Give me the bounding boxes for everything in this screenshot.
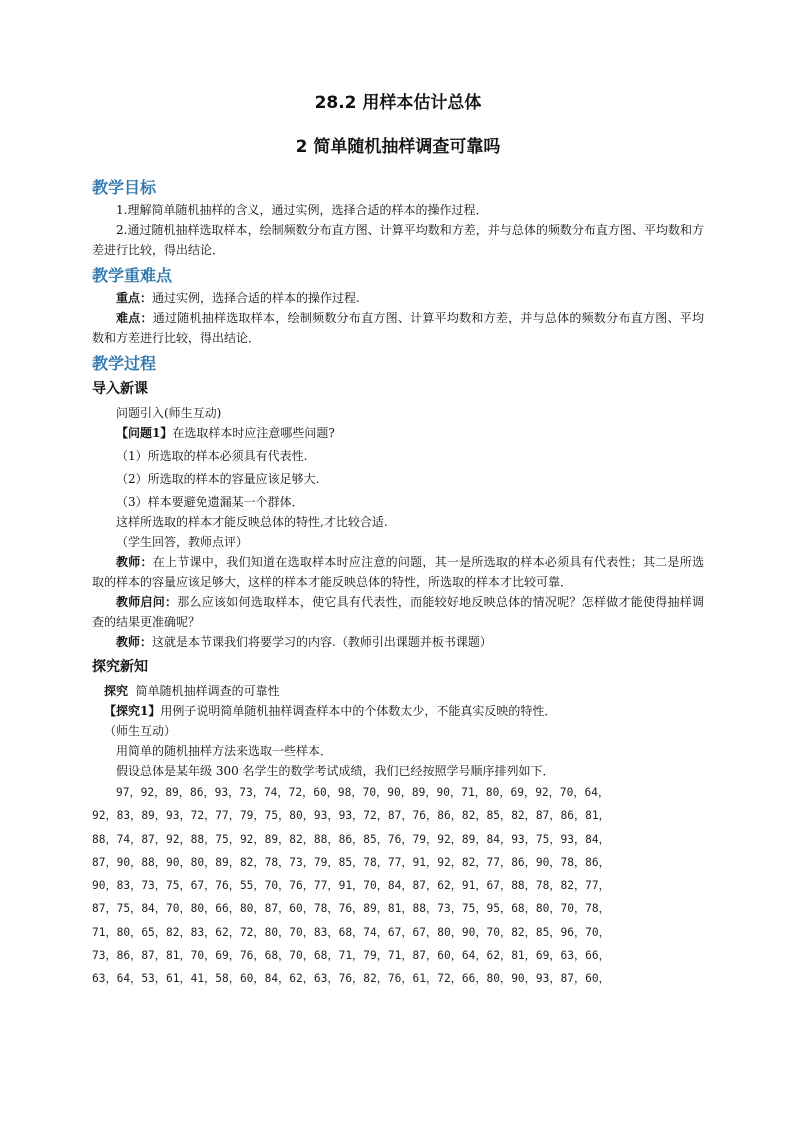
teacher-text-3: 这就是本节课我们将要学习的内容.（教师引出课题并板书课题） (152, 635, 492, 649)
explore-title: 简单随机抽样调查的可靠性 (135, 684, 280, 698)
score-row: 71，80，65，82，83，62，72，80，70，83，68，74，67，67，80，90，70，82，85，96，70， (92, 925, 610, 939)
teacher-remark-3 (92, 632, 704, 652)
answer-point-2: （2）所选取的样本的容量应该足够大. (116, 472, 320, 486)
score-row: 97，92，89，86，93，73，74，72，60，98，70，90，89，90，71，80，69，92，70，64， (116, 786, 610, 799)
score-row: 87，75，84，70，80，66，80，87，60，78，76，89，81，88，73，75，95，68，80，70，78， (92, 902, 610, 916)
subheading-explore: 探究新知 (92, 659, 148, 675)
score-row: 92，83，89，93，72，77，79，75，80，93，93，72，87，76，86，82，85，82，87，86，81， (92, 809, 610, 823)
score-row: 88，74，87，92，88，75，92，89，82，88，86，85，76，79，92，89，84，93，75，93，84， (92, 832, 610, 846)
score-row: 73，86，87，81，70，69，76，68，70，68，71，79，71，87，60，64，62，81，69，63，66， (92, 949, 610, 963)
intro-lead: 问题引入(师生互动) (116, 406, 222, 420)
section-heading-process: 教学过程 (92, 354, 157, 373)
question-1-text: 在选取样本时应注意哪些问题? (172, 426, 335, 440)
teacher-label-1: 教师： (116, 555, 153, 569)
goal-item-2: 2.通过随机抽样选取样本，绘制频数分布直方图、计算平均数和方差，并与总体的频数分布直方图、平均数和方差进行比较，得出结论． (92, 223, 704, 257)
answer-summary: 这样所选取的样本才能反映总体的特性,才比较合适. (116, 515, 388, 529)
teacher-label-2: 教师启问： (116, 595, 178, 609)
answer-point-3: （3）样本要避免遗漏某一个群体． (116, 495, 304, 509)
subheading-intro: 导入新课 (92, 381, 148, 397)
key-point-paragraph (92, 288, 704, 308)
score-row: 63，64，53，61，41，58，60，84，62，63，76，82，76，61，72，66，80，90，93，87，60， (92, 972, 610, 986)
score-row: 90，83，73，75，67，76，55，70，76，77，91，70，84，87，62，91，67，88，78，82，77， (92, 879, 610, 893)
page-title: 28.2 用样本估计总体 (314, 93, 482, 113)
explore-interaction: （师生互动） (104, 724, 177, 738)
explore-line-1: 用简单的随机抽样方法来选取一些样本． (116, 744, 333, 758)
question-1-label: 【问题1】 (116, 426, 173, 440)
difficult-point-paragraph (92, 308, 704, 348)
score-row: 87，90，88，90，80，89，82，78，73，79，85，78，77，91，92，82，77，86，90，78，86， (92, 855, 610, 869)
explore-line-2: 假设总体是某年级 300 名学生的数学考试成绩，我们已经按照学号顺序排列如下． (116, 764, 555, 778)
key-point-text: 通过实例，选择合适的样本的操作过程. (152, 291, 360, 305)
page-subtitle: 2 简单随机抽样调查可靠吗 (295, 137, 501, 157)
explore-1 (92, 701, 704, 721)
answer-comment: （学生回答，教师点评） (116, 535, 249, 549)
teacher-question (92, 592, 704, 632)
explore-1-label: 【探究1】 (104, 704, 161, 718)
difficult-point-text: 通过随机抽样选取样本，绘制频数分布直方图、计算平均数和方差，并与总体的频数分布直方图、平均数和方差进行比较，得出结论． (92, 311, 704, 345)
teacher-label-3: 教师： (116, 635, 153, 649)
explore-1-text: 用例子说明简单随机抽样调查样本中的个体数太少，不能真实反映的特性． (160, 704, 557, 718)
goal-item-1: 1.理解简单随机抽样的含义，通过实例，选择合适的样本的操作过程． (116, 203, 488, 217)
teacher-text-2: 那么应该如何选取样本，使它具有代表性，而能较好地反映总体的情况呢？怎样做才能使得抽样调查的结果更准确呢？ (92, 595, 704, 629)
answer-point-1: （1）所选取的样本必须具有代表性. (116, 449, 308, 463)
key-point-label: 重点： (116, 291, 153, 305)
section-heading-key-points: 教学重难点 (92, 266, 173, 285)
explore-label: 探究 (104, 684, 129, 698)
teacher-remark-1 (92, 552, 704, 592)
section-heading-goals: 教学目标 (92, 178, 157, 197)
question-1 (92, 423, 704, 443)
teacher-text-1: 在上节课中，我们知道在选取样本时应注意的问题，其一是所选取的样本必须具有代表性；其二是所选取的样本的容量应该足够大，这样的样本才能反映总体的特性，所选取的样本才比较可靠． (92, 555, 704, 589)
difficult-point-label: 难点： (116, 311, 153, 325)
explore-topic (92, 681, 704, 701)
score-list (92, 781, 704, 991)
